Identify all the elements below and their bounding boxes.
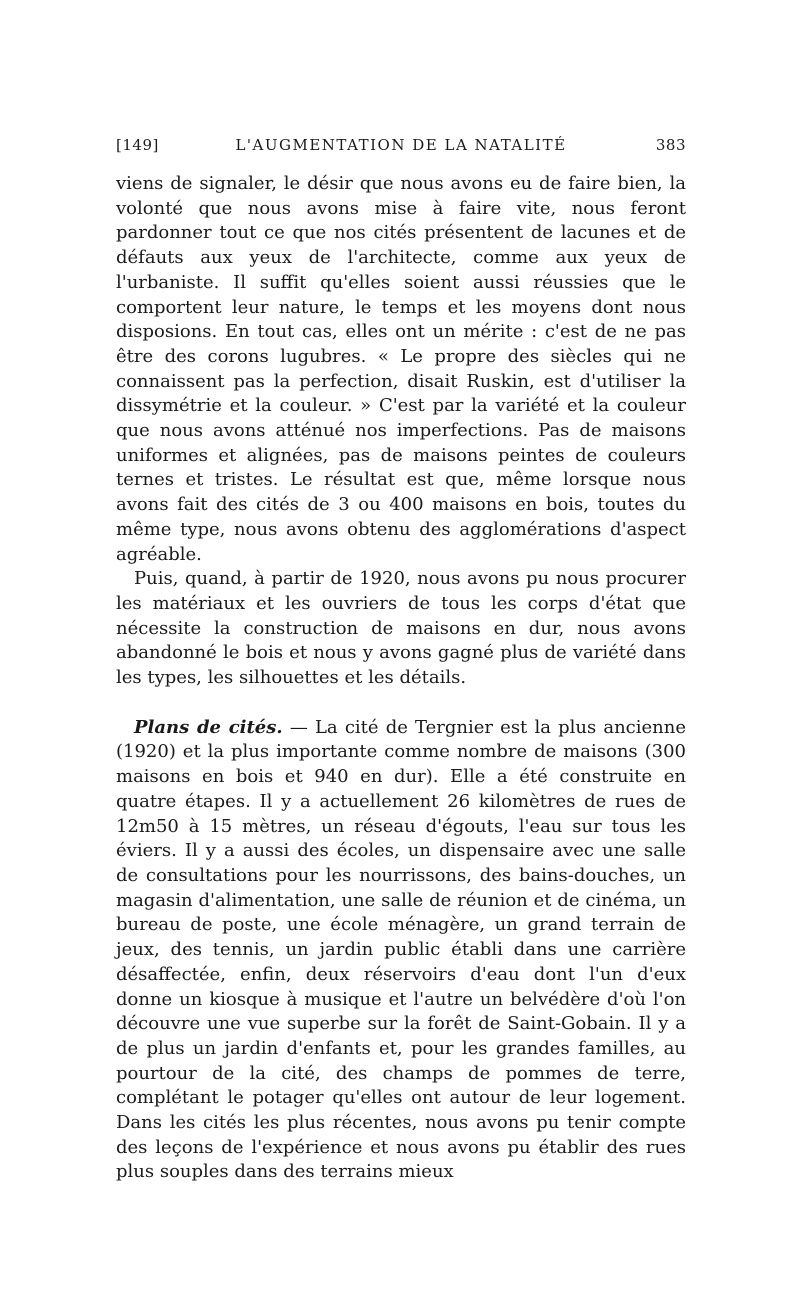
paragraph-3 — [116, 716, 686, 1185]
page-number: 383 — [655, 136, 686, 154]
paragraph-2: Puis, quand, à partir de 1920, nous avons pu nous procurer les matériaux et les ouvriers de tous les corps d'état que nécessite la construction de maisons en dur, nous avons abandonné le bois et nous y avons gagné plus de variété dans les types, les silhouettes et les détails. — [116, 568, 686, 689]
page-reference: [149] — [116, 136, 159, 154]
book-page — [116, 136, 686, 1185]
section-title: Plans de cités. — [134, 716, 283, 738]
paragraph-3-text: — La cité de Tergnier est la plus ancienne (1920) et la plus importante comme nombre de maisons (300 maisons en bois et 940 en dur). Elle a été construite en quatre étapes. Il y a actuellement 26 kilomètres de rues de 12m50 à 15 mètres, un réseau d'égouts, l'eau sur tous les éviers. Il y a aussi des écoles, un dispensaire avec une salle de consultations pour les nourrissons, des bains-douches, un magasin d'alimentation, une salle de réunion et de cinéma, un bureau de poste, une école ménagère, un grand terrain de jeux, des tennis, un jardin public établi dans une carrière désaffectée, enfin, deux réservoirs d'eau dont l'un d'eux donne un kiosque à musique et l'autre un belvédère d'où l'on découvre une vue superbe sur la forêt de Saint-Gobain. Il y a de plus un jardin d'enfants et, pour les grandes familles, au pourtour de la cité, des champs de pommes de terre, complétant le potager qu'elles ont autour de leur logement. Dans les cités les plus récentes, nous avons pu tenir compte des leçons de l'expérience et nous avons pu établir des rues plus souples dans des terrains mieux — [116, 716, 687, 1183]
paragraph-1: viens de signaler, le désir que nous avons eu de faire bien, la volonté que nous avons mise à faire vite, nous feront pardonner tout ce que nos cités présentent de lacunes et de défauts aux yeux de l'architecte, comme aux yeux de l'urbaniste. Il suffit qu'elles soient aussi réussies que le comportent leur nature, le temps et les moyens dont nous disposions. En tout cas, elles ont un mérite : c'est de ne pas être des corons lugubres. « Le propre des siècles qui ne connaissent pas la perfection, disait Ruskin, est d'utiliser la dissymétrie et la couleur. » C'est par la variété et la couleur que nous avons atténué nos imperfections. Pas de maisons uniformes et alignées, pas de maisons peintes de couleurs ternes et tristes. Le résultat est que, même lorsque nous avons fait des cités de 3 ou 400 maisons en bois, toutes du même type, nous avons obtenu des agglomérations d'aspect agréable. — [116, 173, 686, 565]
running-head — [116, 136, 686, 160]
body-text — [116, 172, 686, 1185]
running-title: L'AUGMENTATION DE LA NATALITÉ — [235, 136, 567, 154]
